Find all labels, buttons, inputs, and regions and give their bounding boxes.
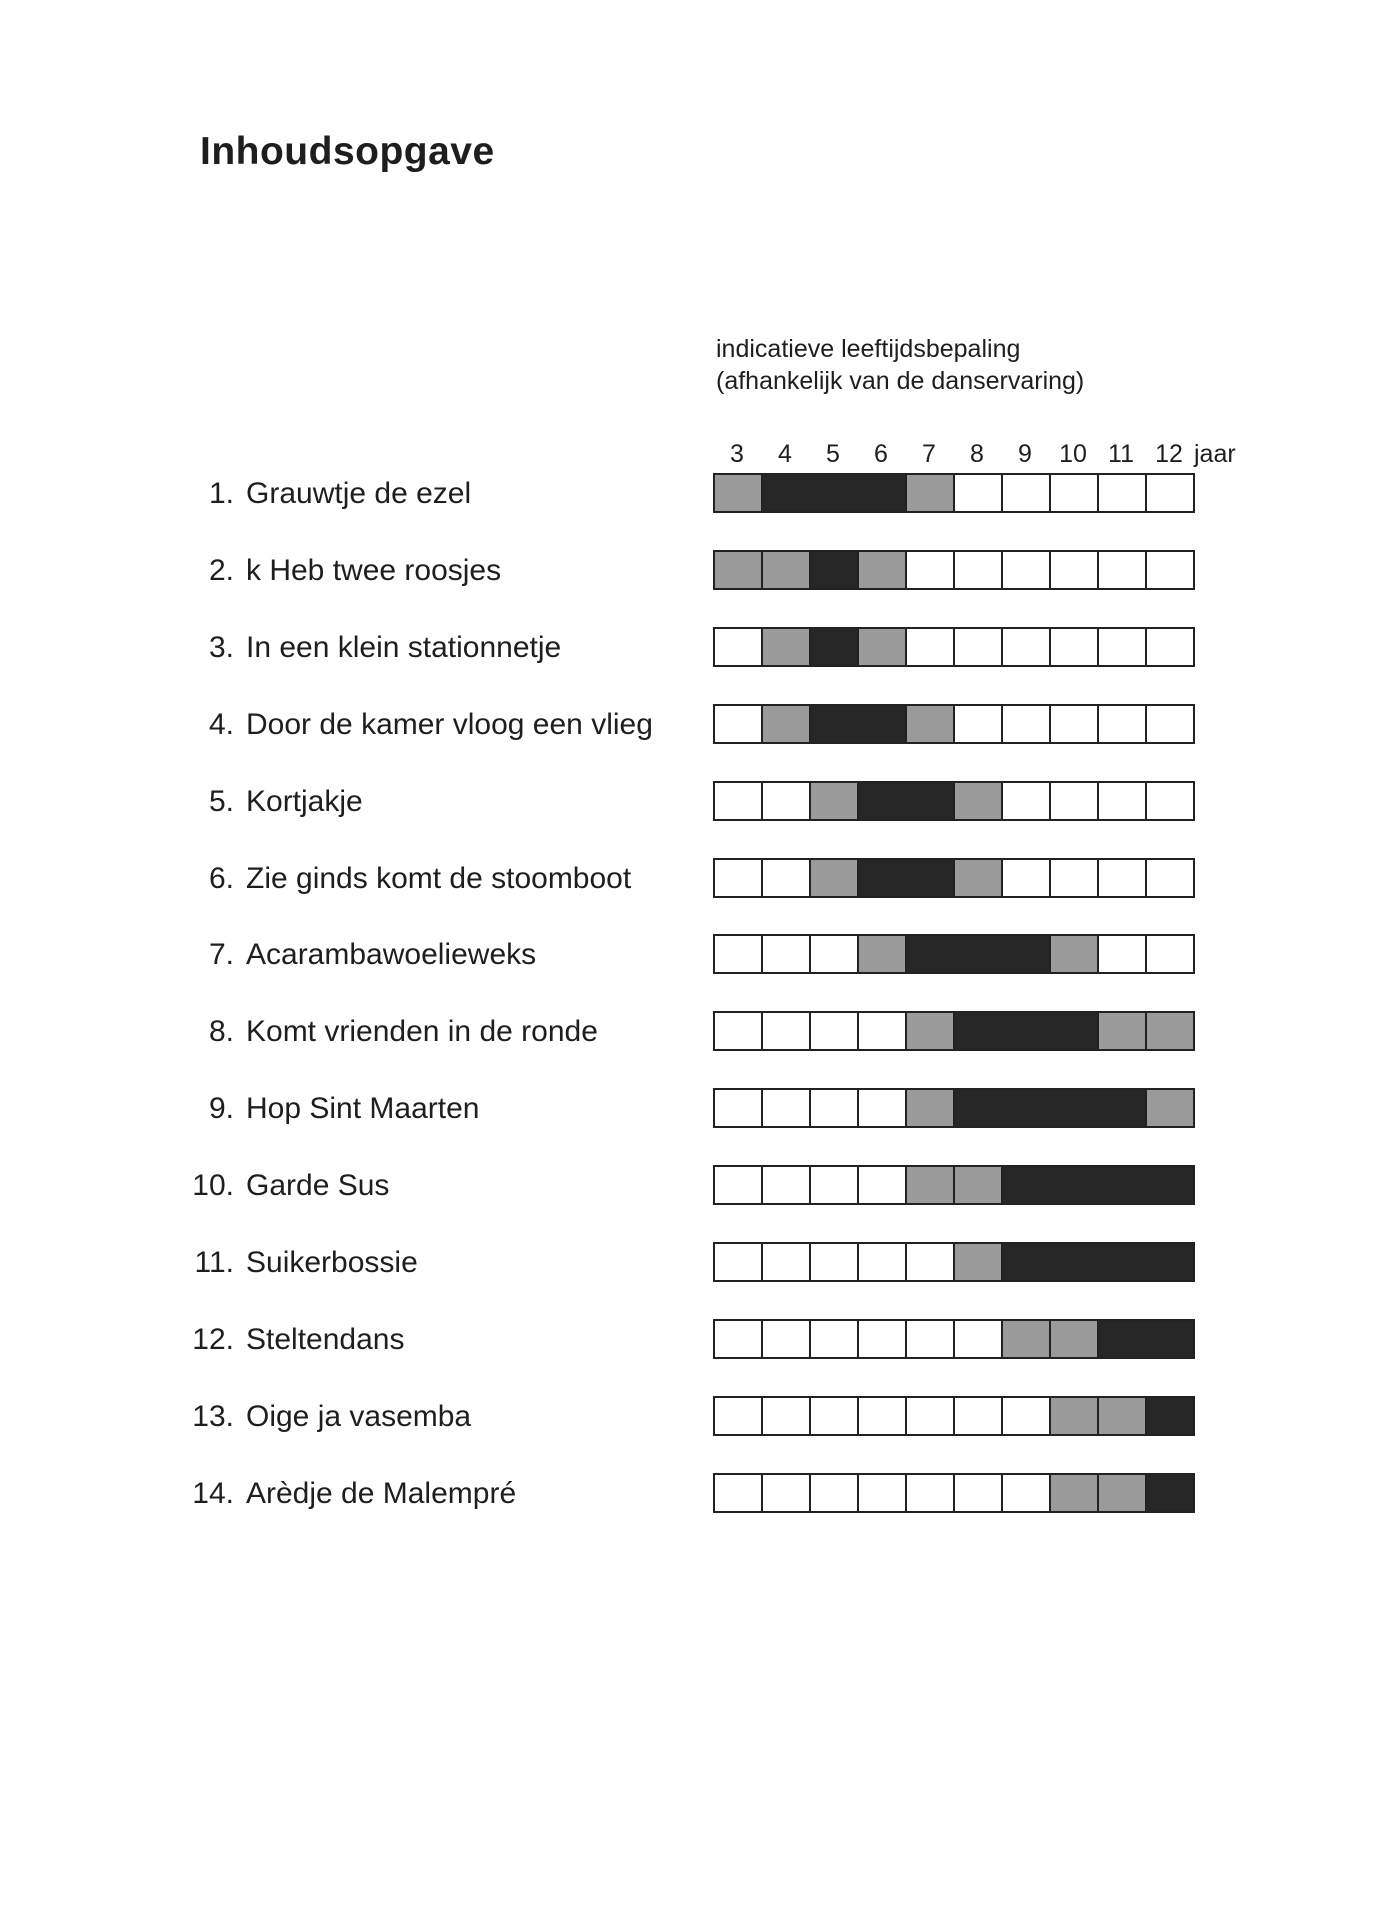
age-cell bbox=[907, 860, 955, 896]
age-cell bbox=[1051, 1244, 1099, 1280]
age-cell bbox=[811, 706, 859, 742]
item-title: Arèdje de Malempré bbox=[246, 1477, 517, 1510]
age-bar bbox=[713, 1319, 1195, 1359]
item-number: 13. bbox=[192, 1400, 234, 1433]
age-cell bbox=[811, 1013, 859, 1049]
age-label: 4 bbox=[778, 440, 792, 468]
age-cell bbox=[1003, 1090, 1051, 1126]
age-cell bbox=[715, 552, 763, 588]
age-cell bbox=[955, 1013, 1003, 1049]
age-cell bbox=[715, 860, 763, 896]
age-cell bbox=[859, 1090, 907, 1126]
age-cell bbox=[715, 706, 763, 742]
age-cell bbox=[955, 1244, 1003, 1280]
age-legend bbox=[716, 333, 1084, 397]
item-title: Suikerbossie bbox=[246, 1246, 418, 1279]
item-number: 12. bbox=[192, 1323, 234, 1356]
age-cell bbox=[1099, 1167, 1147, 1203]
age-cell bbox=[1147, 1013, 1195, 1049]
age-label: 3 bbox=[730, 440, 744, 468]
age-cell bbox=[1147, 629, 1195, 665]
age-bar bbox=[713, 781, 1195, 821]
age-bar bbox=[713, 1242, 1195, 1282]
list-item bbox=[0, 704, 1400, 744]
age-cell bbox=[859, 552, 907, 588]
age-cell bbox=[811, 1090, 859, 1126]
age-cell bbox=[1147, 475, 1195, 511]
age-cell bbox=[955, 1475, 1003, 1511]
age-cell bbox=[955, 706, 1003, 742]
age-cell bbox=[1003, 783, 1051, 819]
age-cell bbox=[1003, 936, 1051, 972]
age-cell bbox=[859, 1398, 907, 1434]
age-cell bbox=[859, 1321, 907, 1357]
age-cell bbox=[1099, 552, 1147, 588]
age-cell bbox=[907, 475, 955, 511]
age-cell bbox=[1051, 552, 1099, 588]
age-label: 5 bbox=[826, 440, 840, 468]
age-cell bbox=[1051, 783, 1099, 819]
age-cell bbox=[763, 706, 811, 742]
age-cell bbox=[811, 552, 859, 588]
item-title: k Heb twee roosjes bbox=[246, 554, 502, 587]
item-title: Kortjakje bbox=[246, 785, 363, 818]
age-cell bbox=[859, 1167, 907, 1203]
legend-line-1: indicatieve leeftijdsbepaling bbox=[716, 335, 1021, 363]
age-cell bbox=[811, 1244, 859, 1280]
age-cell bbox=[1051, 936, 1099, 972]
age-cell bbox=[715, 1013, 763, 1049]
age-cell bbox=[955, 1321, 1003, 1357]
age-bar bbox=[713, 627, 1195, 667]
age-bar bbox=[713, 934, 1195, 974]
age-cell bbox=[763, 1244, 811, 1280]
age-cell bbox=[811, 936, 859, 972]
list-item bbox=[0, 858, 1400, 898]
age-scale-header bbox=[0, 440, 1400, 470]
age-cell bbox=[1147, 1090, 1195, 1126]
item-number: 11. bbox=[194, 1246, 234, 1279]
age-cell bbox=[955, 629, 1003, 665]
age-cell bbox=[1147, 1167, 1195, 1203]
age-cell bbox=[859, 860, 907, 896]
age-cell bbox=[1099, 475, 1147, 511]
age-cell bbox=[763, 629, 811, 665]
age-cell bbox=[859, 1013, 907, 1049]
age-cell bbox=[1099, 1244, 1147, 1280]
age-cell bbox=[763, 1167, 811, 1203]
age-cell bbox=[907, 1013, 955, 1049]
age-cell bbox=[1147, 552, 1195, 588]
age-cell bbox=[907, 783, 955, 819]
age-cell bbox=[715, 1475, 763, 1511]
age-cell bbox=[955, 1398, 1003, 1434]
age-cell bbox=[715, 1167, 763, 1203]
item-title: Zie ginds komt de stoomboot bbox=[246, 862, 632, 895]
age-cell bbox=[1147, 1475, 1195, 1511]
list-item bbox=[0, 1088, 1400, 1128]
age-cell bbox=[1003, 1475, 1051, 1511]
age-cell bbox=[1003, 706, 1051, 742]
age-bar bbox=[713, 1473, 1195, 1513]
age-cell bbox=[859, 706, 907, 742]
age-bar bbox=[713, 858, 1195, 898]
item-title: Steltendans bbox=[246, 1323, 405, 1356]
age-cell bbox=[715, 936, 763, 972]
age-unit-label: jaar bbox=[1194, 440, 1236, 468]
age-cell bbox=[907, 552, 955, 588]
item-title: Grauwtje de ezel bbox=[246, 477, 472, 510]
age-cell bbox=[811, 1475, 859, 1511]
age-cell bbox=[907, 1244, 955, 1280]
age-cell bbox=[1003, 475, 1051, 511]
age-bar bbox=[713, 473, 1195, 513]
age-cell bbox=[811, 783, 859, 819]
age-cell bbox=[1051, 1475, 1099, 1511]
age-cell bbox=[811, 1321, 859, 1357]
list-item bbox=[0, 1165, 1400, 1205]
item-title: Hop Sint Maarten bbox=[246, 1092, 480, 1125]
age-cell bbox=[763, 1321, 811, 1357]
age-cell bbox=[1003, 860, 1051, 896]
age-cell bbox=[955, 552, 1003, 588]
age-cell bbox=[907, 1321, 955, 1357]
age-cell bbox=[1099, 783, 1147, 819]
age-cell bbox=[1051, 475, 1099, 511]
age-cell bbox=[811, 1167, 859, 1203]
age-cell bbox=[811, 475, 859, 511]
page-title: Inhoudsopgave bbox=[200, 130, 495, 173]
age-cell bbox=[1003, 552, 1051, 588]
age-bar bbox=[713, 1396, 1195, 1436]
legend-line-2: (afhankelijk van de danservaring) bbox=[716, 367, 1085, 395]
age-cell bbox=[1051, 1321, 1099, 1357]
list-item bbox=[0, 781, 1400, 821]
age-cell bbox=[715, 1244, 763, 1280]
item-title: Komt vrienden in de ronde bbox=[246, 1015, 598, 1048]
list-item bbox=[0, 473, 1400, 513]
age-cell bbox=[763, 936, 811, 972]
list-item bbox=[0, 1011, 1400, 1051]
age-cell bbox=[1099, 860, 1147, 896]
age-cell bbox=[715, 629, 763, 665]
age-cell bbox=[1099, 629, 1147, 665]
item-number: 1. bbox=[208, 477, 234, 510]
item-title: Garde Sus bbox=[246, 1169, 390, 1202]
item-number: 4. bbox=[208, 708, 234, 741]
age-cell bbox=[1051, 629, 1099, 665]
age-cell bbox=[1147, 1321, 1195, 1357]
age-cell bbox=[955, 860, 1003, 896]
age-cell bbox=[1147, 706, 1195, 742]
age-cell bbox=[715, 475, 763, 511]
item-title: In een klein stationnetje bbox=[246, 631, 562, 664]
age-cell bbox=[859, 936, 907, 972]
list-item bbox=[0, 934, 1400, 974]
age-cell bbox=[1147, 860, 1195, 896]
age-cell bbox=[763, 783, 811, 819]
age-cell bbox=[715, 1090, 763, 1126]
age-cell bbox=[715, 783, 763, 819]
age-cell bbox=[763, 1475, 811, 1511]
item-title: Door de kamer vloog een vlieg bbox=[246, 708, 653, 741]
age-cell bbox=[859, 475, 907, 511]
age-cell bbox=[907, 629, 955, 665]
age-cell bbox=[1147, 1398, 1195, 1434]
age-cell bbox=[907, 936, 955, 972]
age-cell bbox=[955, 1090, 1003, 1126]
age-cell bbox=[1003, 1398, 1051, 1434]
age-cell bbox=[955, 475, 1003, 511]
age-cell bbox=[907, 1398, 955, 1434]
list-item bbox=[0, 1242, 1400, 1282]
item-number: 8. bbox=[208, 1015, 234, 1048]
age-cell bbox=[907, 1090, 955, 1126]
age-cell bbox=[1099, 706, 1147, 742]
item-number: 2. bbox=[208, 554, 234, 587]
age-cell bbox=[907, 1475, 955, 1511]
item-number: 6. bbox=[208, 862, 234, 895]
age-label: 7 bbox=[922, 440, 936, 468]
item-number: 7. bbox=[208, 938, 234, 971]
list-item bbox=[0, 627, 1400, 667]
age-cell bbox=[1051, 1167, 1099, 1203]
age-cell bbox=[1099, 1090, 1147, 1126]
age-cell bbox=[1051, 1090, 1099, 1126]
age-label: 8 bbox=[970, 440, 984, 468]
age-cell bbox=[1003, 1244, 1051, 1280]
age-cell bbox=[715, 1398, 763, 1434]
age-cell bbox=[763, 860, 811, 896]
age-cell bbox=[1003, 1321, 1051, 1357]
age-bar bbox=[713, 550, 1195, 590]
age-cell bbox=[811, 860, 859, 896]
list-item bbox=[0, 1396, 1400, 1436]
age-cell bbox=[1051, 706, 1099, 742]
list-item bbox=[0, 550, 1400, 590]
age-label: 9 bbox=[1018, 440, 1032, 468]
age-cell bbox=[763, 1013, 811, 1049]
item-title: Oige ja vasemba bbox=[246, 1400, 472, 1433]
age-cell bbox=[1099, 1321, 1147, 1357]
item-number: 3. bbox=[208, 631, 234, 664]
age-cell bbox=[763, 1398, 811, 1434]
age-cell bbox=[907, 1167, 955, 1203]
age-cell bbox=[763, 475, 811, 511]
age-cell bbox=[859, 783, 907, 819]
age-cell bbox=[1003, 1013, 1051, 1049]
age-bar bbox=[713, 1011, 1195, 1051]
age-cell bbox=[1099, 1013, 1147, 1049]
age-cell bbox=[811, 629, 859, 665]
list-item bbox=[0, 1473, 1400, 1513]
age-cell bbox=[763, 1090, 811, 1126]
age-cell bbox=[715, 1321, 763, 1357]
age-cell bbox=[955, 783, 1003, 819]
age-cell bbox=[1003, 629, 1051, 665]
age-cell bbox=[1099, 1475, 1147, 1511]
item-number: 9. bbox=[208, 1092, 234, 1125]
age-bar bbox=[713, 1165, 1195, 1205]
age-cell bbox=[1051, 1013, 1099, 1049]
age-cell bbox=[1051, 1398, 1099, 1434]
age-cell bbox=[763, 552, 811, 588]
age-label: 6 bbox=[874, 440, 888, 468]
age-cell bbox=[859, 1475, 907, 1511]
age-label: 12 bbox=[1155, 440, 1183, 468]
age-cell bbox=[1003, 1167, 1051, 1203]
age-cell bbox=[955, 936, 1003, 972]
item-title: Acarambawoelieweks bbox=[246, 938, 537, 971]
age-cell bbox=[1099, 1398, 1147, 1434]
age-bar bbox=[713, 704, 1195, 744]
item-number: 5. bbox=[208, 785, 234, 818]
age-label: 10 bbox=[1059, 440, 1087, 468]
age-cell bbox=[859, 629, 907, 665]
item-number: 10. bbox=[192, 1169, 234, 1202]
age-cell bbox=[859, 1244, 907, 1280]
age-cell bbox=[1147, 1244, 1195, 1280]
age-cell bbox=[1147, 783, 1195, 819]
age-cell bbox=[1051, 860, 1099, 896]
list-item bbox=[0, 1319, 1400, 1359]
age-cell bbox=[907, 706, 955, 742]
age-bar bbox=[713, 1088, 1195, 1128]
age-cell bbox=[955, 1167, 1003, 1203]
age-cell bbox=[811, 1398, 859, 1434]
item-number: 14. bbox=[192, 1477, 234, 1510]
age-cell bbox=[1147, 936, 1195, 972]
age-cell bbox=[1099, 936, 1147, 972]
age-label: 11 bbox=[1108, 440, 1134, 468]
